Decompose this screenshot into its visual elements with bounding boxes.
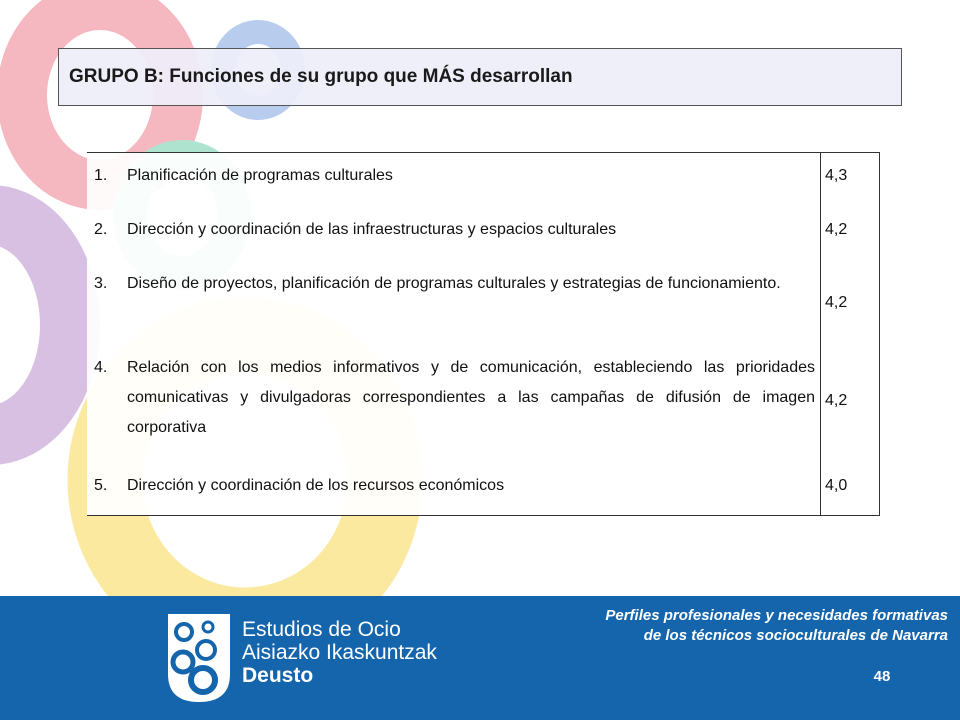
- row-text: Dirección y coordinación de los recursos económicos: [127, 477, 505, 494]
- brand-text: [242, 618, 437, 687]
- deusto-logo-icon: [168, 614, 230, 702]
- row-number: 2.: [94, 221, 108, 238]
- row-text: Dirección y coordinación de las infraestructuras y espacios culturales: [127, 221, 617, 238]
- footer-bar: [0, 596, 960, 720]
- row-value: 4,2: [825, 221, 848, 238]
- row-value: 4,0: [825, 477, 848, 494]
- column-divider: [820, 153, 821, 515]
- row-text: Relación con los medios informativos y de comunicación, estableciendo las prioridades comunicativas y divulgadoras correspondientes a las campañas de difusión de imagen corporativa: [127, 359, 815, 436]
- row-value: 4,2: [825, 392, 848, 409]
- footer-title-line-2: de los técnicos socioculturales de Navarra: [643, 627, 948, 644]
- slide-title: GRUPO B: Funciones de su grupo que MÁS desarrollan: [69, 66, 573, 87]
- purple-ring: [0, 215, 70, 435]
- row-text: Planificación de programas culturales: [127, 167, 393, 184]
- row-value: 4,3: [825, 167, 848, 184]
- row-number: 4.: [94, 359, 108, 376]
- row-value: 4,2: [825, 294, 848, 311]
- footer-title-line-1: Perfiles profesionales y necesidades formativas: [605, 607, 948, 624]
- footer-title: [605, 606, 948, 646]
- brand-line-2: Aisiazko Ikaskuntzak: [242, 641, 437, 664]
- row-number: 5.: [94, 477, 108, 494]
- functions-table: [87, 152, 880, 516]
- brand-line-3: Deusto: [242, 664, 314, 687]
- row-number: 1.: [94, 167, 108, 184]
- brand-line-1: Estudios de Ocio: [242, 618, 401, 641]
- row-text: Diseño de proyectos, planificación de programas culturales y estrategias de funcionamiento.: [127, 275, 781, 292]
- row-number: 3.: [94, 275, 108, 292]
- page-number: 48: [873, 668, 891, 685]
- slide-title-box: [58, 48, 902, 106]
